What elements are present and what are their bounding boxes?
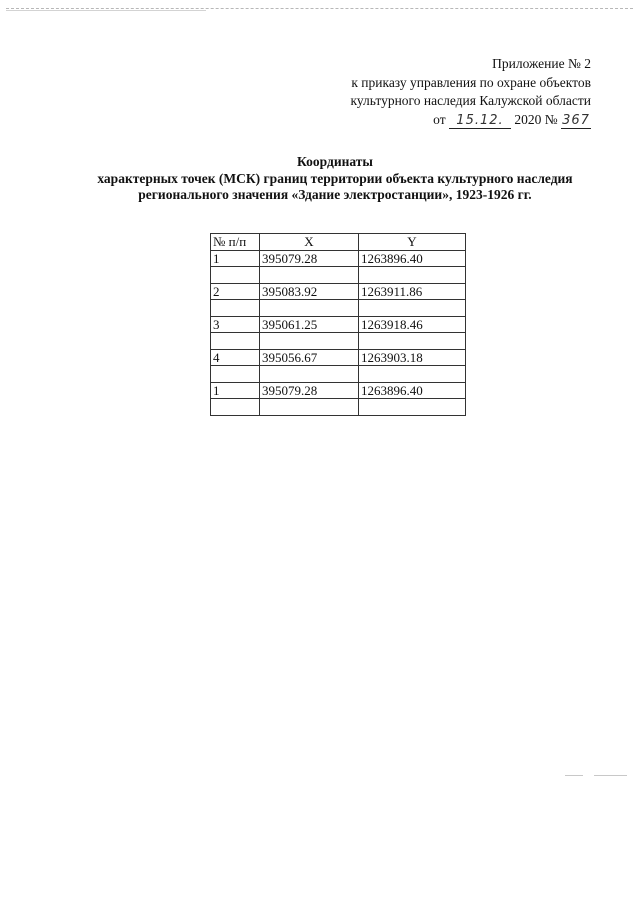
cell-x xyxy=(260,399,359,416)
cell-x xyxy=(260,333,359,350)
cell-y xyxy=(359,399,466,416)
date-prefix: от xyxy=(433,111,446,127)
cell-number xyxy=(211,366,260,383)
document-heading xyxy=(40,154,630,204)
appendix-title: Приложение № 2 xyxy=(492,56,591,71)
table-row xyxy=(211,316,466,333)
cell-x: 395079.28 xyxy=(260,250,359,267)
table-row xyxy=(211,333,466,350)
table-row xyxy=(211,300,466,317)
table-header-row xyxy=(211,234,466,251)
column-header-x: X xyxy=(260,234,359,251)
cell-y xyxy=(359,300,466,317)
appendix-authority: культурного наследия Калужской области xyxy=(350,93,591,108)
table-row xyxy=(211,283,466,300)
cell-x xyxy=(260,366,359,383)
column-header-number: № п/п xyxy=(211,234,260,251)
heading-title: Координаты xyxy=(297,154,373,169)
cell-number: 3 xyxy=(211,316,260,333)
scan-artifact-mark xyxy=(594,775,627,776)
cell-y: 1263903.18 xyxy=(359,349,466,366)
cell-number xyxy=(211,300,260,317)
cell-number: 4 xyxy=(211,349,260,366)
cell-x: 395079.28 xyxy=(260,382,359,399)
appendix-block xyxy=(271,55,591,129)
handwritten-number: 367 xyxy=(562,112,590,128)
cell-number: 1 xyxy=(211,250,260,267)
cell-number: 1 xyxy=(211,382,260,399)
cell-y: 1263911.86 xyxy=(359,283,466,300)
cell-y xyxy=(359,333,466,350)
coordinates-table xyxy=(210,233,466,416)
cell-y: 1263896.40 xyxy=(359,382,466,399)
cell-number xyxy=(211,333,260,350)
cell-y xyxy=(359,267,466,284)
cell-number xyxy=(211,267,260,284)
appendix-order-ref: к приказу управления по охране объектов xyxy=(351,74,591,90)
scan-top-edge xyxy=(6,8,633,9)
cell-x: 395083.92 xyxy=(260,283,359,300)
table-row xyxy=(211,250,466,267)
cell-y xyxy=(359,366,466,383)
heading-line-3: регионального значения «Здание электростанции», 1923-1926 гг. xyxy=(138,187,532,202)
scan-artifact-mark xyxy=(565,775,583,776)
column-header-y: Y xyxy=(359,234,466,251)
cell-number: 2 xyxy=(211,283,260,300)
cell-x xyxy=(260,267,359,284)
year-and-number-label: 2020 № xyxy=(514,111,558,127)
table-row xyxy=(211,399,466,416)
handwritten-date: 15.12. xyxy=(449,114,511,129)
cell-number xyxy=(211,399,260,416)
cell-x: 395061.25 xyxy=(260,316,359,333)
scan-top-edge-fragment xyxy=(6,10,206,11)
cell-x xyxy=(260,300,359,317)
appendix-date-line xyxy=(271,111,591,130)
table-row xyxy=(211,366,466,383)
table-row xyxy=(211,267,466,284)
table-row xyxy=(211,382,466,399)
cell-y: 1263896.40 xyxy=(359,250,466,267)
heading-line-2: характерных точек (МСК) границ территории объекта культурного наследия xyxy=(97,170,573,186)
table-row xyxy=(211,349,466,366)
cell-x: 395056.67 xyxy=(260,349,359,366)
cell-y: 1263918.46 xyxy=(359,316,466,333)
